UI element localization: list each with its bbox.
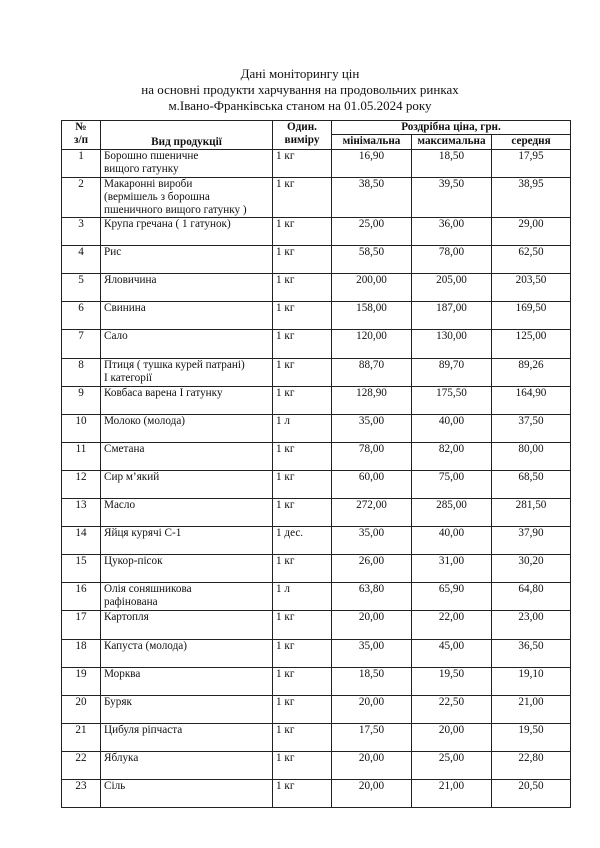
price-max: 65,90 [412, 583, 492, 611]
row-number: 8 [62, 358, 101, 386]
row-number: 14 [62, 527, 101, 555]
unit-cell: 1 кг [273, 358, 332, 386]
price-max: 21,00 [412, 779, 492, 807]
price-avg: 21,00 [492, 695, 571, 723]
header-price-group: Роздрібна ціна, грн. [332, 121, 571, 135]
unit-cell: 1 дес. [273, 527, 332, 555]
unit-cell: 1 кг [273, 639, 332, 667]
title-line-1: Дані моніторингу цін [240, 66, 360, 81]
header-min: мінімальна [332, 135, 412, 150]
unit-cell: 1 кг [273, 611, 332, 639]
header-number-top: № [75, 121, 87, 133]
price-max: 205,00 [412, 274, 492, 302]
product-name [101, 499, 273, 527]
table-row [62, 555, 571, 583]
product-name-line: (вермішель з борошна [104, 191, 210, 204]
price-max: 22,50 [412, 695, 492, 723]
row-number: 16 [62, 583, 101, 611]
price-min: 26,00 [332, 555, 412, 583]
price-max: 31,00 [412, 555, 492, 583]
price-min: 20,00 [332, 695, 412, 723]
table-row [62, 246, 571, 274]
price-min: 78,00 [332, 442, 412, 470]
row-number: 3 [62, 218, 101, 246]
title-line-2: на основні продукти харчування на продовольчих ринках [141, 82, 459, 97]
product-name [101, 695, 273, 723]
price-avg: 29,00 [492, 218, 571, 246]
table-row [62, 583, 571, 611]
price-avg: 17,95 [492, 150, 571, 178]
row-number: 7 [62, 330, 101, 358]
table-row [62, 442, 571, 470]
row-number: 9 [62, 386, 101, 414]
table-row [62, 499, 571, 527]
title-line-3: м.Івано-Франківська станом на 01.05.2024 року [168, 98, 432, 113]
price-avg: 30,20 [492, 555, 571, 583]
price-min: 88,70 [332, 358, 412, 386]
row-number: 4 [62, 246, 101, 274]
product-name [101, 611, 273, 639]
price-avg: 38,95 [492, 178, 571, 218]
row-number: 17 [62, 611, 101, 639]
product-name-line: вищого гатунку [104, 163, 179, 175]
header-avg: середня [492, 135, 571, 150]
price-avg: 164,90 [492, 386, 571, 414]
unit-cell: 1 кг [273, 695, 332, 723]
table-row [62, 414, 571, 442]
price-min: 120,00 [332, 330, 412, 358]
price-avg: 37,50 [492, 414, 571, 442]
table-row [62, 695, 571, 723]
table-row [62, 723, 571, 751]
price-avg: 19,10 [492, 667, 571, 695]
product-name-line: І категорії [104, 371, 153, 384]
price-avg: 62,50 [492, 246, 571, 274]
price-max: 89,70 [412, 358, 492, 386]
product-name-line: Цибуля ріпчаста [104, 723, 183, 736]
price-min: 18,50 [332, 667, 412, 695]
price-avg: 36,50 [492, 639, 571, 667]
table-row [62, 150, 571, 178]
price-max: 78,00 [412, 246, 492, 274]
price-avg: 169,50 [492, 302, 571, 330]
product-name-line: Крупа гречана ( 1 гатунок) [104, 218, 231, 231]
row-number: 22 [62, 751, 101, 779]
price-min: 128,90 [332, 386, 412, 414]
unit-cell: 1 л [273, 583, 332, 611]
row-number: 12 [62, 470, 101, 498]
product-name-line: Рис [104, 246, 122, 259]
product-name [101, 751, 273, 779]
price-min: 16,90 [332, 150, 412, 178]
row-number: 5 [62, 274, 101, 302]
price-min: 60,00 [332, 470, 412, 498]
row-number: 15 [62, 555, 101, 583]
table-row [62, 330, 571, 358]
row-number: 10 [62, 414, 101, 442]
unit-cell: 1 кг [273, 218, 332, 246]
product-name [101, 639, 273, 667]
product-name-line: Картопля [104, 611, 149, 624]
price-table [61, 120, 571, 808]
price-min: 20,00 [332, 751, 412, 779]
price-min: 20,00 [332, 779, 412, 807]
product-name-line: Яблука [104, 751, 139, 764]
unit-cell: 1 кг [273, 751, 332, 779]
price-min: 58,50 [332, 246, 412, 274]
product-name [101, 150, 273, 178]
price-avg: 203,50 [492, 274, 571, 302]
product-name [101, 330, 273, 358]
product-name [101, 527, 273, 555]
price-max: 25,00 [412, 751, 492, 779]
unit-cell: 1 кг [273, 667, 332, 695]
price-max: 130,00 [412, 330, 492, 358]
price-avg: 68,50 [492, 470, 571, 498]
header-max: максимальна [412, 135, 492, 150]
price-max: 20,00 [412, 723, 492, 751]
product-name-line: Сіль [104, 779, 126, 792]
header-product: Вид продукції [101, 121, 273, 150]
price-max: 40,00 [412, 527, 492, 555]
product-name-line: Олія соняшникова [104, 583, 192, 596]
table-row [62, 178, 571, 218]
product-name-line: Морква [104, 667, 141, 680]
price-max: 22,00 [412, 611, 492, 639]
table-row [62, 358, 571, 386]
unit-cell: 1 кг [273, 330, 332, 358]
price-max: 45,00 [412, 639, 492, 667]
table-row [62, 527, 571, 555]
price-min: 20,00 [332, 611, 412, 639]
price-avg: 37,90 [492, 527, 571, 555]
product-name-line: Сметана [104, 442, 145, 455]
table-row [62, 667, 571, 695]
product-name-line: Молоко (молода) [104, 414, 186, 427]
product-name-line: Макаронні вироби [104, 178, 193, 191]
product-name [101, 302, 273, 330]
header-unit-bottom: виміру [284, 134, 320, 146]
product-name [101, 667, 273, 695]
table-row [62, 218, 571, 246]
row-number: 23 [62, 779, 101, 807]
unit-cell: 1 кг [273, 499, 332, 527]
price-avg: 19,50 [492, 723, 571, 751]
row-number: 20 [62, 695, 101, 723]
price-min: 35,00 [332, 639, 412, 667]
price-max: 40,00 [412, 414, 492, 442]
price-max: 39,50 [412, 178, 492, 218]
unit-cell: 1 кг [273, 442, 332, 470]
price-min: 17,50 [332, 723, 412, 751]
row-number: 21 [62, 723, 101, 751]
table-row [62, 274, 571, 302]
product-name [101, 246, 273, 274]
unit-cell: 1 кг [273, 246, 332, 274]
product-name [101, 178, 273, 218]
price-avg: 125,00 [492, 330, 571, 358]
price-avg: 89,26 [492, 358, 571, 386]
product-name [101, 555, 273, 583]
unit-cell: 1 кг [273, 779, 332, 807]
price-min: 25,00 [332, 218, 412, 246]
price-max: 19,50 [412, 667, 492, 695]
price-min: 63,80 [332, 583, 412, 611]
product-name-line: Цукор-пісок [104, 555, 163, 568]
row-number: 13 [62, 499, 101, 527]
table-row [62, 386, 571, 414]
row-number: 19 [62, 667, 101, 695]
product-name [101, 442, 273, 470]
product-name [101, 414, 273, 442]
header-unit-top: Один. [287, 121, 317, 133]
product-name-line: Буряк [104, 695, 132, 708]
product-name-line: Борошно пшеничне [104, 150, 199, 162]
table-row [62, 779, 571, 807]
price-min: 200,00 [332, 274, 412, 302]
product-name-line: пшеничного вищого гатунку ) [104, 204, 247, 217]
price-avg: 22,80 [492, 751, 571, 779]
table-row [62, 611, 571, 639]
product-name [101, 470, 273, 498]
product-name [101, 358, 273, 386]
price-avg: 23,00 [492, 611, 571, 639]
table-row [62, 302, 571, 330]
header-number-bottom: з/п [73, 134, 89, 146]
product-name-line: рафінована [104, 596, 158, 609]
table-row [62, 639, 571, 667]
product-name-line: Яловичина [104, 274, 157, 287]
row-number: 2 [62, 178, 101, 218]
product-name-line: Птиця ( тушка курей патрані) [104, 358, 245, 371]
unit-cell: 1 кг [273, 386, 332, 414]
row-number: 11 [62, 442, 101, 470]
header-unit [273, 121, 332, 150]
unit-cell: 1 л [273, 414, 332, 442]
unit-cell: 1 кг [273, 150, 332, 178]
price-max: 187,00 [412, 302, 492, 330]
unit-cell: 1 кг [273, 723, 332, 751]
table-row [62, 751, 571, 779]
price-min: 35,00 [332, 414, 412, 442]
unit-cell: 1 кг [273, 274, 332, 302]
price-max: 75,00 [412, 470, 492, 498]
price-min: 38,50 [332, 178, 412, 218]
product-name-line: Сир м’який [104, 470, 160, 483]
price-max: 285,00 [412, 499, 492, 527]
price-avg: 281,50 [492, 499, 571, 527]
product-name [101, 274, 273, 302]
price-min: 272,00 [332, 499, 412, 527]
product-name-line: Свинина [104, 302, 146, 315]
unit-cell: 1 кг [273, 470, 332, 498]
row-number: 1 [62, 150, 101, 178]
price-min: 158,00 [332, 302, 412, 330]
price-max: 175,50 [412, 386, 492, 414]
price-avg: 80,00 [492, 442, 571, 470]
row-number: 6 [62, 302, 101, 330]
price-min: 35,00 [332, 527, 412, 555]
product-name-line: Капуста (молода) [104, 639, 187, 652]
document-title [0, 66, 600, 114]
product-name [101, 218, 273, 246]
unit-cell: 1 кг [273, 555, 332, 583]
product-name [101, 779, 273, 807]
table-row [62, 470, 571, 498]
unit-cell: 1 кг [273, 302, 332, 330]
price-avg: 20,50 [492, 779, 571, 807]
product-name [101, 723, 273, 751]
product-name [101, 583, 273, 611]
price-avg: 64,80 [492, 583, 571, 611]
product-name-line: Масло [104, 499, 136, 512]
header-number [62, 121, 101, 150]
row-number: 18 [62, 639, 101, 667]
product-name-line: Яйця курячі С-1 [104, 527, 182, 540]
price-max: 36,00 [412, 218, 492, 246]
product-name-line: Сало [104, 330, 128, 343]
product-name [101, 386, 273, 414]
product-name-line: Ковбаса варена І гатунку [104, 386, 223, 399]
unit-cell: 1 кг [273, 178, 332, 218]
price-max: 18,50 [412, 150, 492, 178]
table-body [62, 150, 571, 808]
price-max: 82,00 [412, 442, 492, 470]
